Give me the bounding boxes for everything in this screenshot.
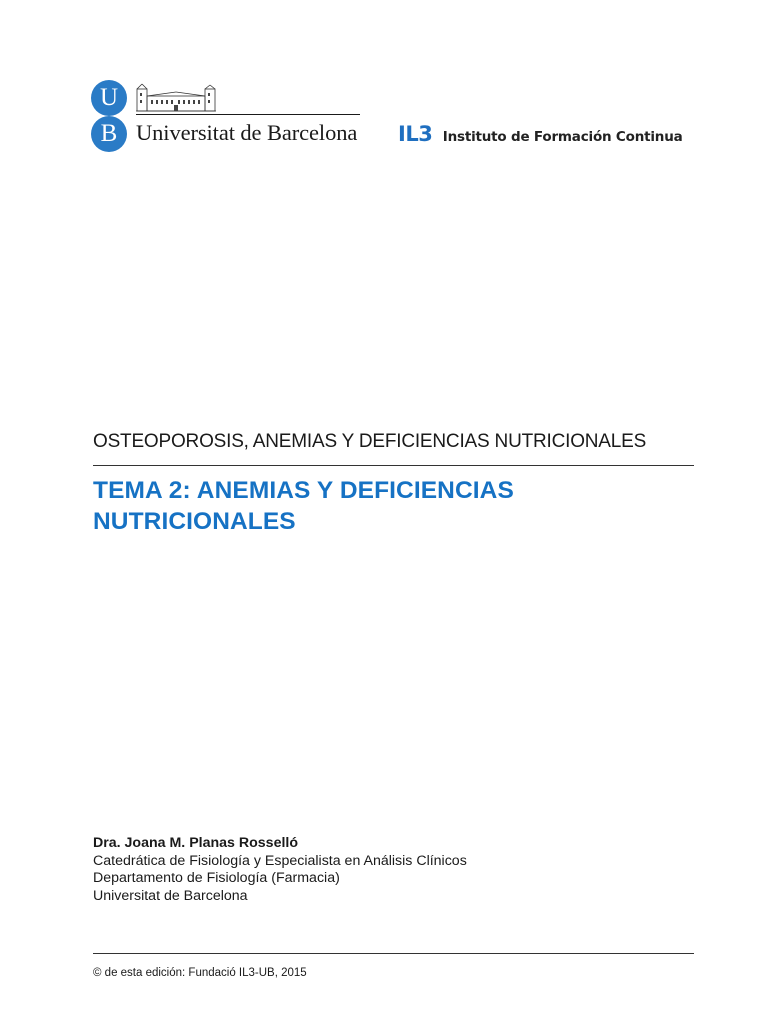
copyright-notice: © de esta edición: Fundació IL3-UB, 2015	[93, 967, 307, 979]
footer-divider	[93, 953, 694, 954]
ub-building-icon	[136, 83, 296, 113]
ub-logo-name: Universitat de Barcelona	[136, 120, 358, 145]
title-divider	[93, 465, 694, 466]
author-department: Departamento de Fisiología (Farmacia)	[93, 870, 340, 886]
author-block	[93, 835, 467, 905]
tema-title	[93, 475, 693, 537]
il3-logo	[398, 122, 683, 146]
course-title: OSTEOPOROSIS, ANEMIAS Y DEFICIENCIAS NUTRICIONALES	[93, 431, 647, 452]
ub-letter-b: B	[91, 116, 127, 152]
tema-title-line-2: NUTRICIONALES	[93, 508, 296, 535]
author-name: Dra. Joana M. Planas Rosselló	[93, 835, 299, 851]
ub-letter-u: U	[91, 80, 127, 116]
il3-mark: IL3	[398, 122, 433, 146]
il3-logo-name: Instituto de Formación Continua	[442, 129, 683, 145]
tema-title-line-1: TEMA 2: ANEMIAS Y DEFICIENCIAS	[93, 477, 514, 504]
ub-logo	[90, 80, 370, 152]
author-position: Catedrática de Fisiología y Especialista en Análisis Clínicos	[93, 852, 467, 869]
ub-logo-divider	[136, 114, 360, 115]
author-institution: Universitat de Barcelona	[93, 887, 248, 904]
